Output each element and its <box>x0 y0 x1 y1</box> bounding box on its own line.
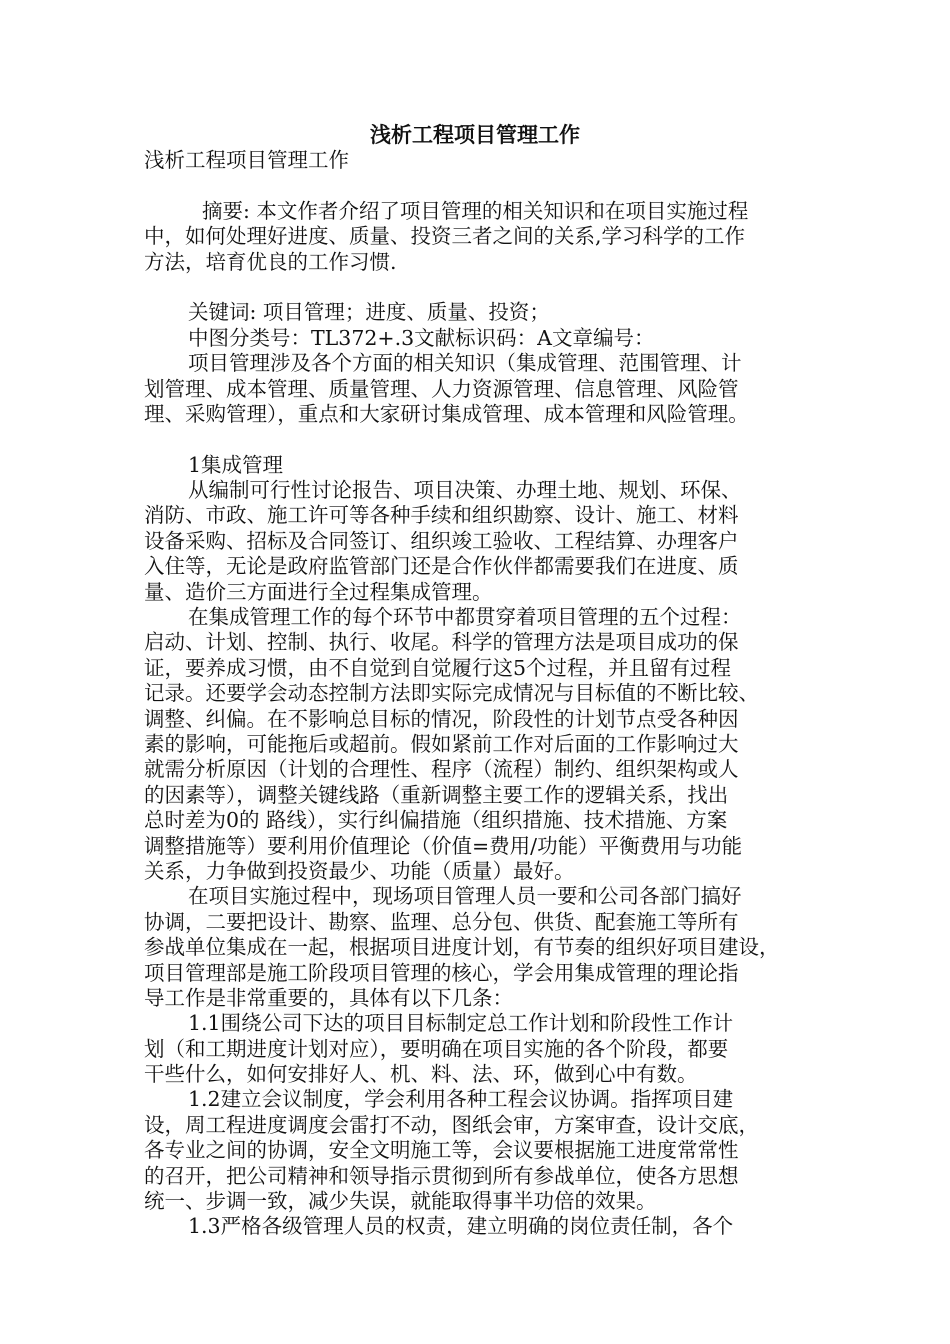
paragraph-line: 启动、计划、控制、执行、收尾。科学的管理方法是项目成功的保 <box>144 630 739 655</box>
paragraph-line: 协调，二要把设计、勘察、监理、总分包、供货、配套施工等所有 <box>144 909 739 934</box>
document-title: 浅析工程项目管理工作 <box>370 123 580 147</box>
document-body <box>144 148 804 1240</box>
paragraph-line: 各专业之间的协调，安全文明施工等，会议要根据施工进度常常性 <box>144 1138 739 1163</box>
paragraph-2 <box>144 605 804 884</box>
document-subtitle: 浅析工程项目管理工作 <box>144 148 349 172</box>
intro-paragraph <box>144 351 804 427</box>
intro-line: 划管理、成本管理、质量管理、人力资源管理、信息管理、风险管 <box>144 376 739 401</box>
abstract-line: 中，如何处理好进度、质量、投资三者之间的关系,学习科学的工作 <box>144 224 746 249</box>
paragraph-line: 入住等，无论是政府监管部门还是合作伙伴都需要我们在进度、质 <box>144 554 739 579</box>
blank-line <box>144 173 804 198</box>
section-heading: 1集成管理 <box>188 452 284 477</box>
paragraph-line: 调整、纠偏。在不影响总目标的情况，阶段性的计划节点受各种因 <box>144 706 739 731</box>
paragraph-line: 从编制可行性讨论报告、项目决策、办理土地、规划、环保、 <box>188 478 742 503</box>
abstract-line: 摘要: 本文作者介绍了项目管理的相关知识和在项目实施过程 <box>202 198 749 223</box>
abstract-line: 方法，培育优良的工作习惯. <box>144 249 397 274</box>
paragraph-line: 素的影响，可能拖后或超前。假如紧前工作对后面的工作影响过大 <box>144 731 739 756</box>
keywords-line: 关键词: 项目管理；进度、质量、投资； <box>188 300 550 325</box>
paragraph-line: 设，周工程进度调度会雷打不动，图纸会审，方案审查，设计交底， <box>144 1112 759 1137</box>
paragraph-line: 在集成管理工作的每个环节中都贯穿着项目管理的五个过程： <box>188 605 742 630</box>
intro-line: 理、采购管理），重点和大家研讨集成管理、成本管理和风险管理。 <box>144 401 749 426</box>
paragraph-line: 划（和工期进度计划对应），要明确在项目实施的各个阶段，都要 <box>144 1036 729 1061</box>
paragraph-4 <box>144 1011 804 1087</box>
paragraph-line: 就需分析原因（计划的合理性、程序（流程）制约、组织架构或人 <box>144 757 739 782</box>
blank-line <box>144 275 804 300</box>
paragraph-line: 的因素等），调整关键线路（重新调整主要工作的逻辑关系，找出 <box>144 782 729 807</box>
paragraph-line: 1.3严格各级管理人员的权责，建立明确的岗位责任制，各个 <box>188 1214 734 1239</box>
paragraph-line: 参战单位集成在一起，根据项目进度计划，有节奏的组织好项目建设， <box>144 935 780 960</box>
paragraph-line: 的召开，把公司精神和领导指示贯彻到所有参战单位，使各方思想 <box>144 1163 739 1188</box>
paragraph-line: 导工作是非常重要的，具体有以下几条： <box>144 985 513 1010</box>
paragraph-line: 记录。还要学会动态控制方法即实际完成情况与目标值的不断比较、 <box>144 681 759 706</box>
paragraph-line: 设备采购、招标及合同签订、组织竣工验收、工程结算、办理客户 <box>144 528 739 553</box>
paragraph-line: 项目管理部是施工阶段项目管理的核心，学会用集成管理的理论指 <box>144 960 739 985</box>
paragraph-line: 消防、市政、施工许可等各种手续和组织勘察、设计、施工、材料 <box>144 503 739 528</box>
paragraph-line: 1.2建立会议制度，学会利用各种工程会议协调。指挥项目建 <box>188 1087 734 1112</box>
paragraph-line: 总时差为0的 路线），实行纠偏措施（组织措施、技术措施、方案 <box>144 808 728 833</box>
blank-line <box>144 427 804 452</box>
paragraph-6 <box>144 1214 804 1239</box>
abstract-paragraph <box>144 199 804 275</box>
intro-line: 项目管理涉及各个方面的相关知识（集成管理、范围管理、计 <box>188 351 742 376</box>
classification-line: 中图分类号：TL372+.3文献标识码：A文章编号： <box>188 325 655 350</box>
paragraph-line: 关系，力争做到投资最少、功能（质量）最好。 <box>144 858 575 883</box>
paragraph-line: 调整措施等）要利用价值理论（价值=费用/功能）平衡费用与功能 <box>144 833 743 858</box>
paragraph-1 <box>144 478 804 605</box>
paragraph-line: 证，要养成习惯，由不自觉到自觉履行这5个过程，并且留有过程 <box>144 655 732 680</box>
paragraph-line: 干些什么，如何安排好人、机、料、法、环，做到心中有数。 <box>144 1062 698 1087</box>
paragraph-5 <box>144 1087 804 1214</box>
paragraph-line: 统一、步调一致，减少失误，就能取得事半功倍的效果。 <box>144 1189 657 1214</box>
paragraph-line: 在项目实施过程中，现场项目管理人员一要和公司各部门搞好 <box>188 884 742 909</box>
paragraph-line: 量、造价三方面进行全过程集成管理。 <box>144 579 493 604</box>
paragraph-line: 1.1围绕公司下达的项目目标制定总工作计划和阶段性工作计 <box>188 1011 734 1036</box>
paragraph-3 <box>144 884 804 1011</box>
